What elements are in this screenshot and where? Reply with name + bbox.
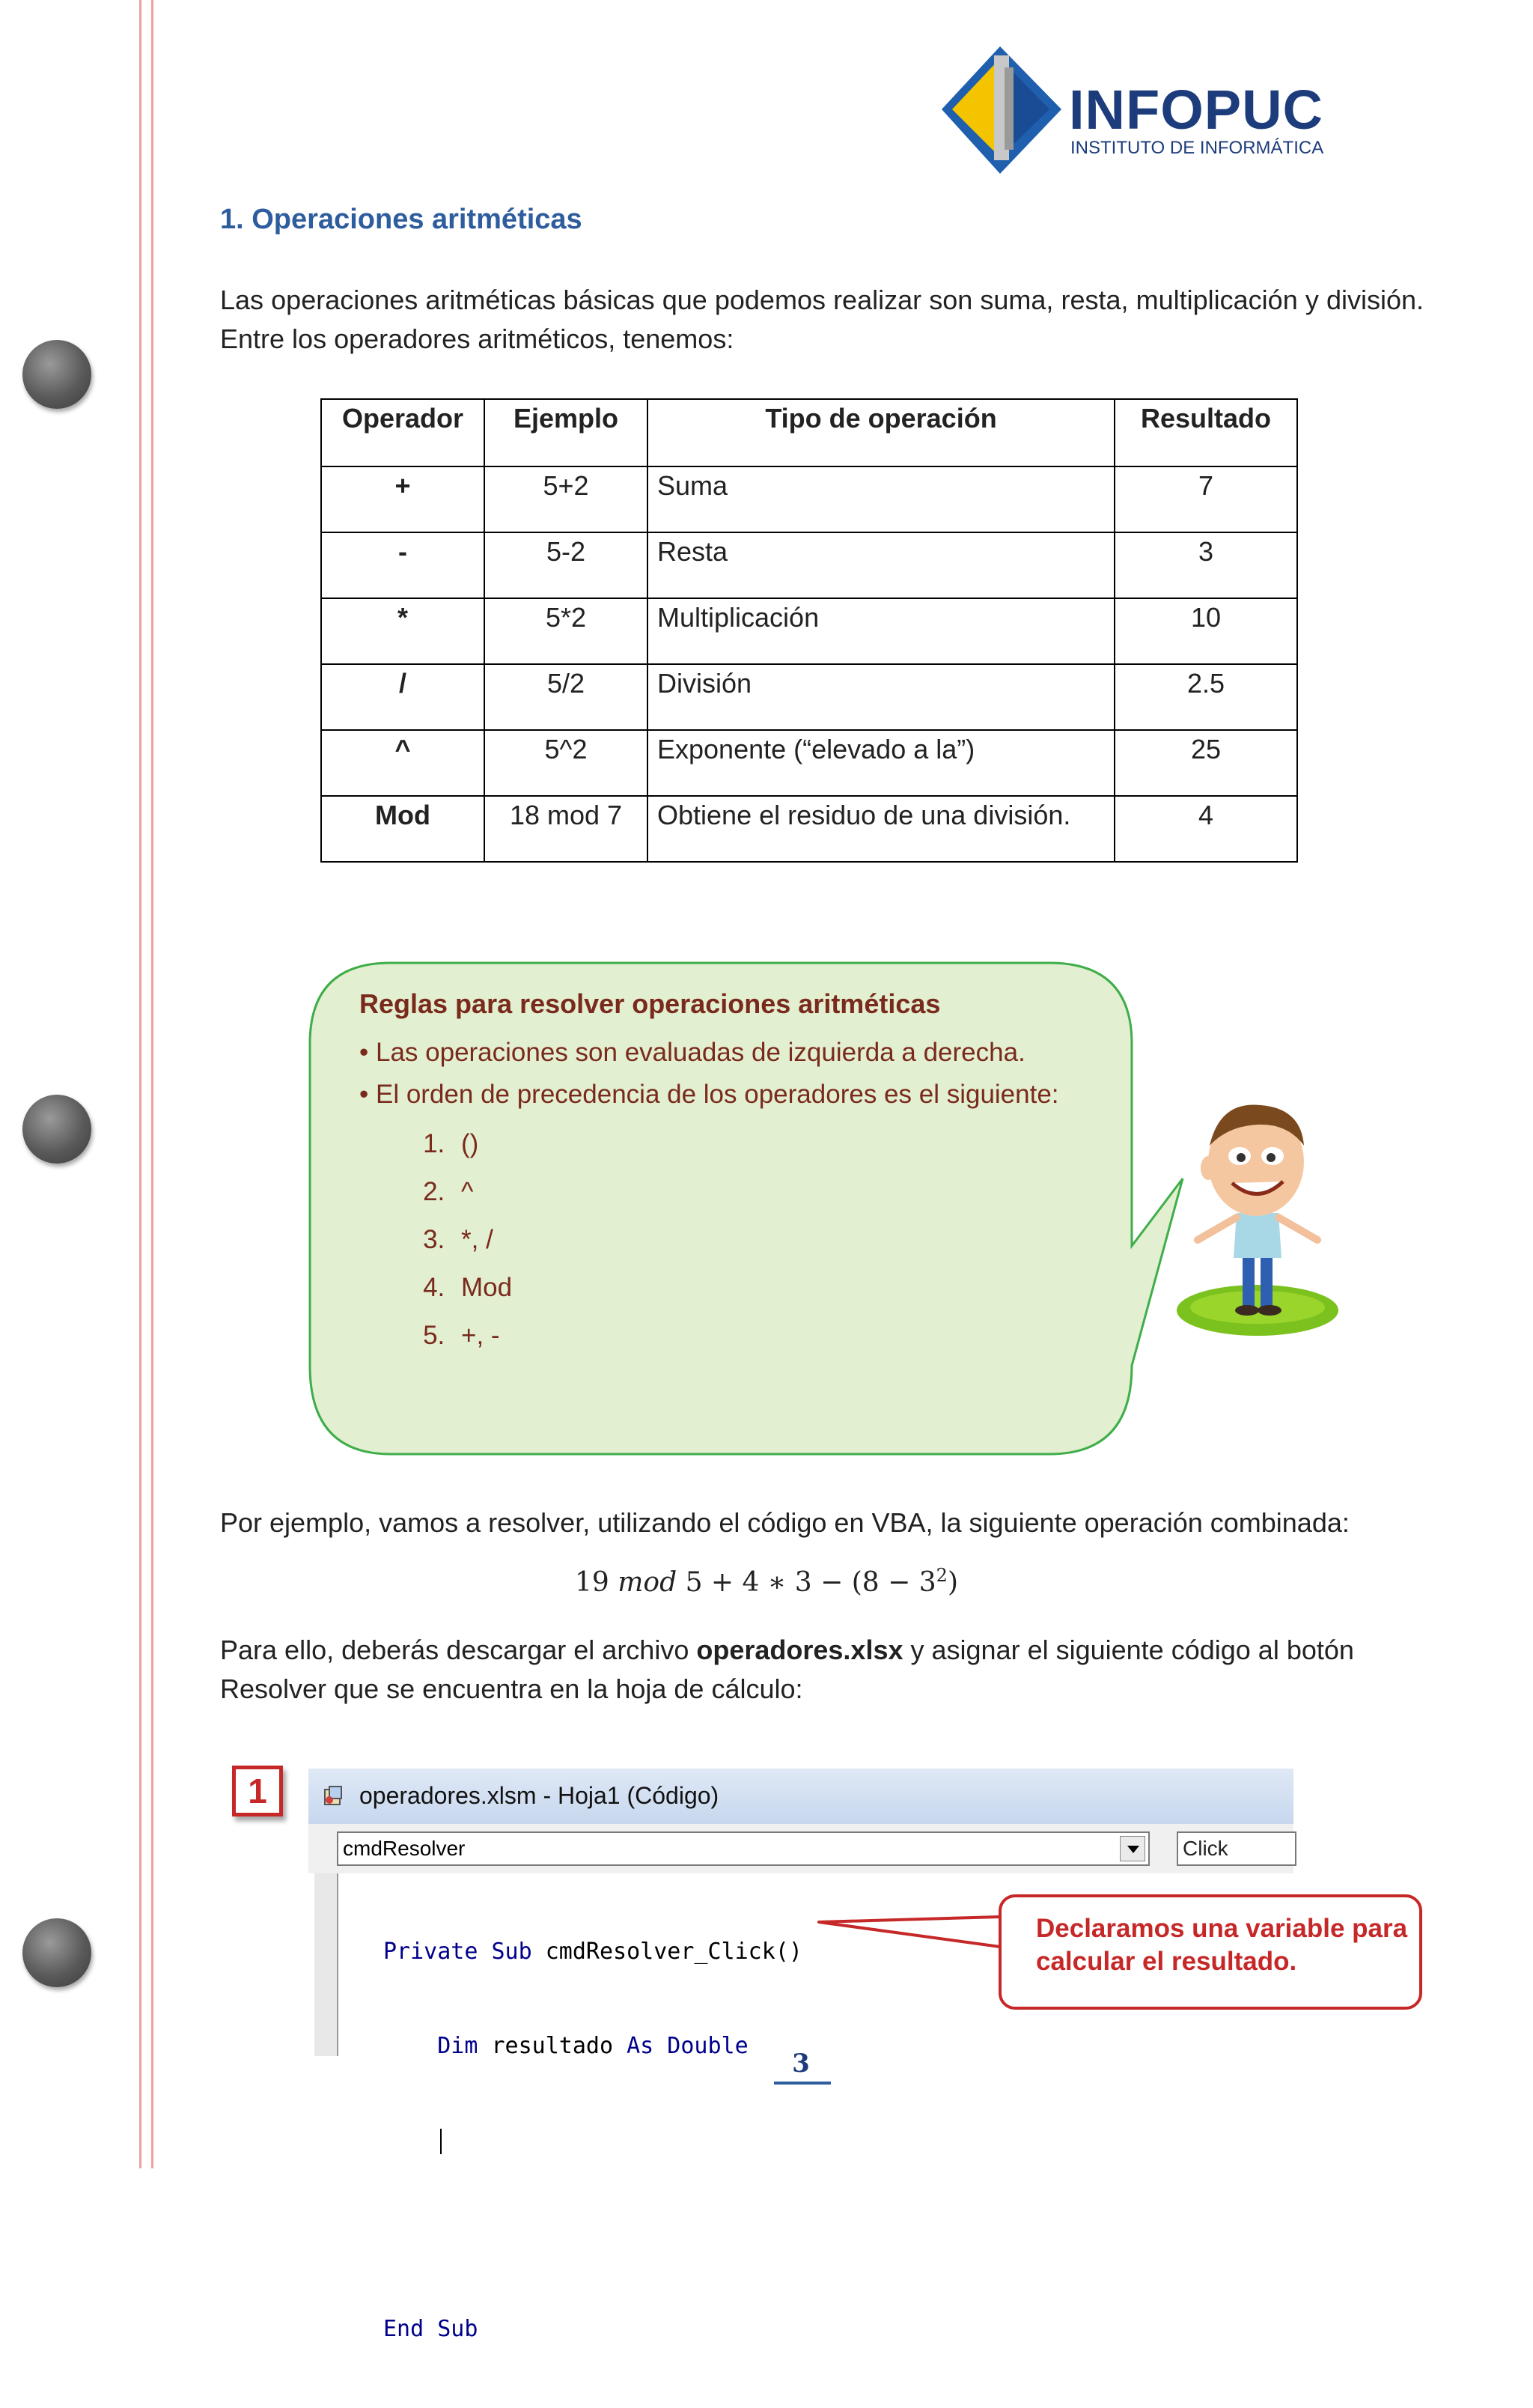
editor-toolbar [308,1824,1293,1873]
formula-exponent: 2 [936,1565,948,1586]
code-line [383,2125,802,2156]
code-area[interactable] [383,1873,802,2408]
code-text: resultado [478,2033,627,2059]
example-cell: 18 mod 7 [484,796,647,862]
result-cell: 3 [1115,532,1297,598]
formula-part: 19 [575,1567,609,1598]
result-cell: 7 [1115,466,1297,532]
table-row [321,664,1297,730]
page-number: 3 [792,2049,810,2079]
margin-line [151,0,153,2168]
table-header: Tipo de operación [647,399,1115,466]
window-title: operadores.xlsm - Hoja1 (Código) [359,1782,719,1809]
result-cell: 2.5 [1115,664,1297,730]
table-header-row [321,399,1297,466]
precedence-item: 4. Mod [452,1264,1082,1312]
code-module-icon [322,1785,344,1807]
code-line [383,2219,802,2251]
code-line [383,2031,802,2062]
type-cell: Multiplicación [647,598,1115,664]
chevron-down-icon[interactable] [1120,1836,1145,1861]
precedence-list [359,1120,1082,1360]
binder-hole [22,1918,91,1987]
operator-cell: Mod [321,796,484,862]
annotation-callout: Declaramos una variable para calcular el resultado. [999,1894,1422,2010]
formula-mod: mod [618,1567,677,1598]
rule-item: • Las operaciones son evaluadas de izquierda a derecha. [359,1038,1025,1067]
download-text: y asignar el siguiente código al botón Resolver que se encuentra en la hoja de cálculo: [220,1635,1354,1704]
table-row [321,730,1297,796]
type-cell: División [647,664,1115,730]
table-header: Ejemplo [484,399,647,466]
rules-title: Reglas para resolver operaciones aritméticas [359,988,941,1019]
example-cell: 5*2 [484,598,647,664]
binder-hole [22,1095,91,1164]
infopuc-logo [942,45,1346,177]
example-cell: 5+2 [484,466,647,532]
precedence-item: 2. ^ [452,1168,1082,1216]
formula-part: 5 + 4 ∗ 3 − (8 − 3 [685,1567,936,1598]
example-cell: 5^2 [484,730,647,796]
type-cell: Suma [647,466,1115,532]
code-keyword: End Sub [383,2316,478,2342]
object-dropdown[interactable] [337,1831,1150,1866]
code-keyword: Dim [437,2033,478,2059]
logo-name: INFOPUC [1069,79,1323,141]
precedence-item: 3. *, / [452,1216,1082,1264]
object-dropdown-value: cmdResolver [343,1837,466,1860]
download-text: Para ello, deberás descargar el archivo [220,1635,697,1665]
rules-speech-bubble [308,961,1132,1456]
precedence-item: 1. () [452,1120,1082,1168]
editor-gutter [314,1873,338,2056]
intro-paragraph: Las operaciones aritméticas básicas que podemos realizar son suma, resta, multiplicación y división. Entre los operadores aritméticos, tenemos: [220,285,1424,354]
operator-cell: * [321,598,484,664]
example-cell: 5-2 [484,532,647,598]
code-line [383,2314,802,2345]
cartoon-boy-illustration [1168,1093,1347,1340]
result-cell: 10 [1115,598,1297,664]
example-paragraph: Por ejemplo, vamos a resolver, utilizando el código en VBA, la siguiente operación combinada: [220,1507,1350,1538]
table-header: Resultado [1115,399,1297,466]
procedure-dropdown[interactable] [1177,1831,1296,1866]
example-cell: 5/2 [484,664,647,730]
type-cell: Resta [647,532,1115,598]
margin-line [139,0,141,2168]
operator-cell: + [321,466,484,532]
page-number-underline [774,2082,831,2085]
operator-cell: ^ [321,730,484,796]
step-number-badge: 1 [232,1766,283,1816]
type-cell: Obtiene el residuo de una división. [647,796,1115,862]
operator-cell: - [321,532,484,598]
combined-operation-formula [0,1565,1533,1598]
table-row [321,796,1297,862]
formula-part: ) [947,1567,958,1598]
type-cell: Exponente (“elevado a la”) [647,730,1115,796]
code-keyword: Private Sub [383,1939,532,1965]
code-line [383,1936,802,1968]
table-row [321,598,1297,664]
rule-item: • El orden de precedencia de los operadores es el siguiente: [359,1080,1059,1109]
logo-icon [942,45,1076,177]
download-paragraph [220,1631,1433,1709]
code-keyword: As Double [627,2033,749,2059]
binder-hole [22,340,91,409]
operator-cell: / [321,664,484,730]
operators-table [320,398,1298,863]
procedure-dropdown-value: Click [1183,1837,1228,1860]
table-header: Operador [321,399,484,466]
file-name: operadores.xlsx [696,1635,903,1665]
section-title: 1. Operaciones aritméticas [220,204,582,235]
code-text: cmdResolver_Click() [531,1939,802,1965]
result-cell: 25 [1115,730,1297,796]
logo-subtitle: INSTITUTO DE INFORMÁTICA [1070,138,1324,158]
table-row [321,532,1297,598]
table-row [321,466,1297,532]
precedence-item: 5. +, - [452,1312,1082,1360]
window-titlebar [308,1769,1293,1824]
result-cell: 4 [1115,796,1297,862]
text-cursor [440,2129,442,2154]
